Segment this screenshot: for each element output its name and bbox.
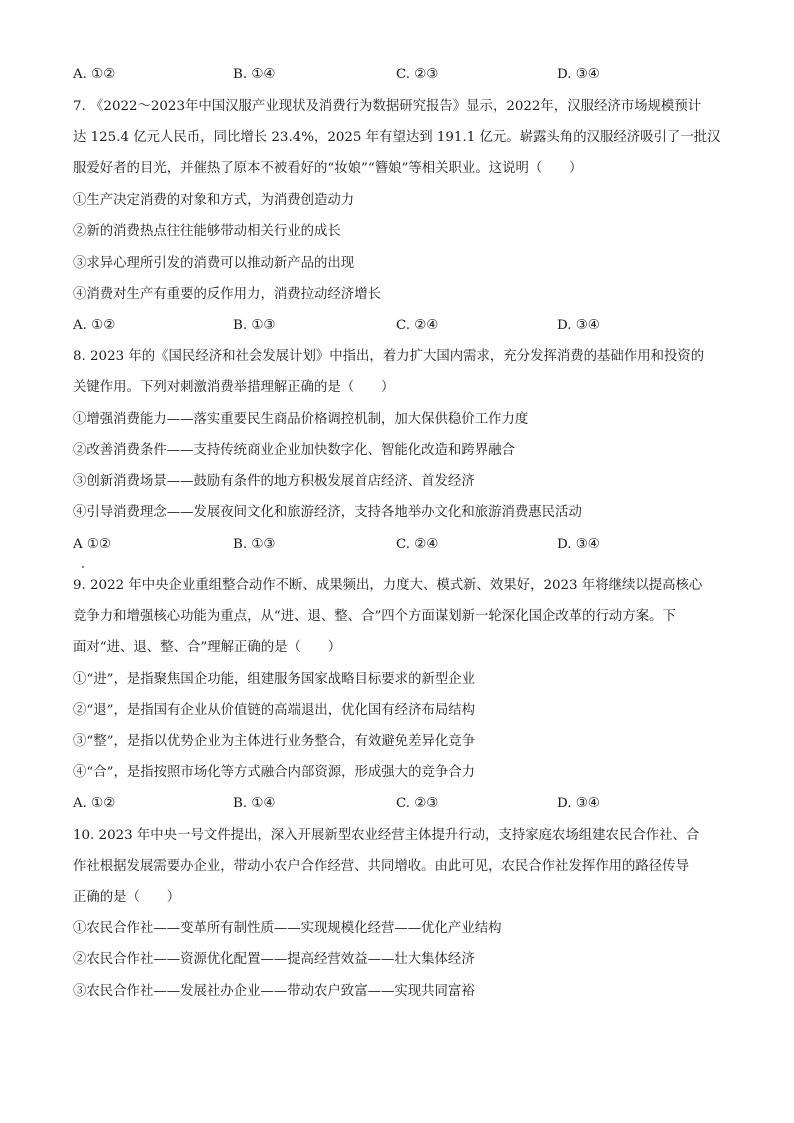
q9-statement-2: ②“退”，是指国有企业从价值链的高端退出，优化国有经济布局结构 xyxy=(73,703,476,718)
q7-statement-4: ④消费对生产有重要的反作用力，消费拉动经济增长 xyxy=(73,287,381,302)
q9-option-d: D. ③④ xyxy=(557,796,600,811)
q7-stem-line-2: 达 125.4 亿元人民币，同比增长 23.4%，2025 年有望达到 191.1 亿元。崭露头角的汉服经济吸引了一批汉 xyxy=(73,130,721,145)
q6-option-a: A. ①② xyxy=(73,67,116,82)
q8-statement-4: ④引导消费理念——发展夜间文化和旅游经济，支持各地举办文化和旅游消费惠民活动 xyxy=(73,505,582,520)
q10-stem-line-2: 作社根据发展需要办企业，带动小农户合作经营、共同增收。由此可见，农民合作社发挥作用的路径传导 xyxy=(73,859,689,874)
q10-stem-line-1: 10. 2023 年中央一号文件提出，深入开展新型农业经营主体提升行动，支持家庭农场组建农民合作社、合 xyxy=(73,828,700,843)
q7-statement-3: ③求异心理所引发的消费可以推动新产品的出现 xyxy=(73,256,355,271)
q8-stem-line-2: 关键作用。下列对刺激消费举措理解正确的是（ ） xyxy=(73,380,395,395)
q9-statement-1: ①“进”，是指聚焦国企功能，组建服务国家战略目标要求的新型企业 xyxy=(73,672,476,687)
q8-options xyxy=(73,535,723,555)
q7-statement-2: ②新的消费热点往往能够带动相关行业的成长 xyxy=(73,224,341,239)
stray-mark xyxy=(82,566,84,568)
q8-statement-3: ③创新消费场景——鼓励有条件的地方积极发展首店经济、首发经济 xyxy=(73,474,475,489)
q10-statement-2: ②农民合作社——资源优化配置——提高经营效益——壮大集体经济 xyxy=(73,952,475,967)
q9-statement-4: ④“合”，是指按照市场化等方式融合内部资源，形成强大的竞争合力 xyxy=(73,765,476,780)
q7-option-d: D. ③④ xyxy=(557,318,600,333)
q8-option-d: D. ③④ xyxy=(557,537,600,552)
q10-statement-3: ③农民合作社——发展社办企业——带动农户致富——实现共同富裕 xyxy=(73,984,475,999)
q9-statement-3: ③“整”，是指以优势企业为主体进行业务整合，有效避免差异化竞争 xyxy=(73,734,476,749)
q7-statement-1: ①生产决定消费的对象和方式，为消费创造动力 xyxy=(73,193,355,208)
q7-options xyxy=(73,316,723,336)
q9-option-c: C. ②③ xyxy=(396,796,439,811)
q9-stem-line-2: 竞争力和增强核心功能为重点，从“进、退、整、合”四个方面谋划新一轮深化国企改革的行动方案。下 xyxy=(73,609,676,624)
q6-option-b: B. ①④ xyxy=(233,67,276,82)
q7-option-b: B. ①③ xyxy=(233,318,276,333)
q9-option-a: A. ①② xyxy=(73,796,116,811)
q9-stem-line-1: 9. 2022 年中央企业重组整合动作不断、成果频出，力度大、模式新、效果好，2023 年将继续以提高核心 xyxy=(73,578,703,593)
q6-option-d: D. ③④ xyxy=(557,67,600,82)
q7-stem-line-1: 7. 《2022～2023年中国汉服产业现状及消费行为数据研究报告》显示，2022年，汉服经济市场规模预计 xyxy=(73,99,702,114)
q8-statement-2: ②改善消费条件——支持传统商业企业加快数字化、智能化改造和跨界融合 xyxy=(73,443,515,458)
q8-option-b: B. ①③ xyxy=(233,537,276,552)
q8-statement-1: ①增强消费能力——落实重要民生商品价格调控机制，加大保供稳价工作力度 xyxy=(73,412,529,427)
q8-stem-line-1: 8. 2023 年的《国民经济和社会发展计划》中指出，着力扩大国内需求，充分发挥消费的基础作用和投资的 xyxy=(73,349,705,364)
q6-option-c: C. ②③ xyxy=(396,67,439,82)
q9-stem-line-3: 面对“进、退、整、合”理解正确的是（ ） xyxy=(73,640,342,655)
q10-statement-1: ①农民合作社——变革所有制性质——实现规模化经营——优化产业结构 xyxy=(73,921,502,936)
q8-option-a: A ①② xyxy=(73,537,111,552)
q7-stem-line-3: 服爱好者的目光，并催热了原本不被看好的“妆娘”“簪娘”等相关职业。这说明（ ） xyxy=(73,161,583,176)
q6-options xyxy=(73,65,723,85)
q7-option-a: A. ①② xyxy=(73,318,116,333)
q9-option-b: B. ①④ xyxy=(233,796,276,811)
q9-options xyxy=(73,794,723,814)
q10-stem-line-3: 正确的是（ ） xyxy=(73,890,181,905)
q7-option-c: C. ②④ xyxy=(396,318,439,333)
q8-option-c: C. ②④ xyxy=(396,537,439,552)
